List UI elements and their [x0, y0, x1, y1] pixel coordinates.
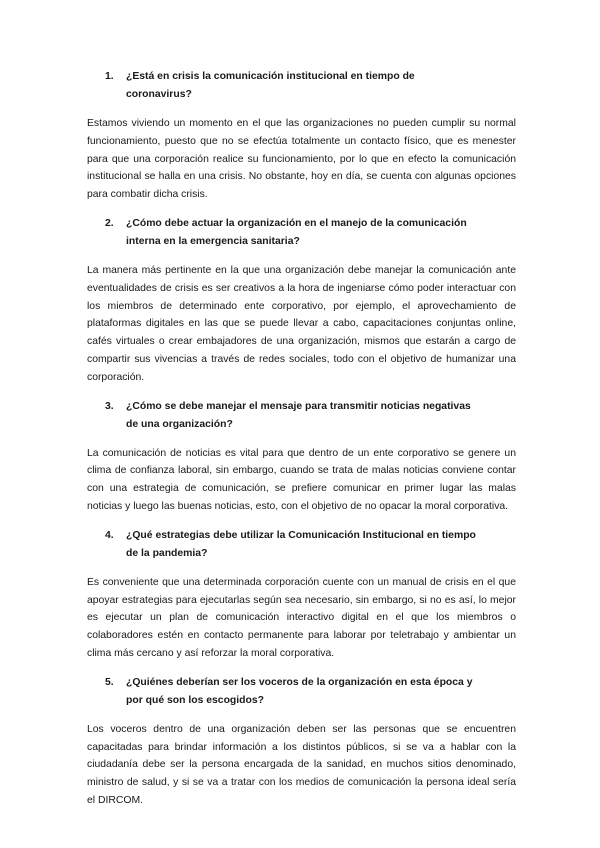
answer-paragraph: Los voceros dentro de una organización deben ser las personas que se encuentren capacitadas para brindar información a los distintos públicos, si se va a hablar con la ciudadanía debe ser la persona encargada de la sanidad, en muchos sitios denominado, ministro de salud, y si se va a tratar con los medios de comunicación la persona ideal sería el DIRCOM.: [87, 723, 516, 806]
answer-paragraph: La manera más pertinente en la que una organización debe manejar la comunicación ante eventualidades de crisis es ser creativos a la hora de ingeniarse cómo poder interactuar con los miembros de determinado ente corporativo, por ejemplo, el aprovechamiento de plataformas digitales en las que se puede llevar a cabo, capacitaciones conjuntas online, cafés virtuales o crear embajadores de una organización, mismos que estarán a cargo de compartir sus vivencias a través de redes sociales, todo con el objetivo de humanizar una corporación.: [87, 264, 516, 383]
question-text: ¿Cómo debe actuar la organización en el manejo de la comunicación interna en la emergencia sanitaria?: [126, 217, 467, 247]
question-heading: [87, 398, 516, 434]
question-text: ¿Cómo se debe manejar el mensaje para transmitir noticias negativas de una organización?: [126, 400, 471, 430]
question-text: ¿Qué estrategias debe utilizar la Comunicación Institucional en tiempo de la pandemia?: [126, 529, 476, 559]
question-heading: [87, 68, 516, 104]
question-heading: [87, 527, 516, 563]
answer-paragraph: La comunicación de noticias es vital para que dentro de un ente corporativo se genere un clima de confianza laboral, sin embargo, cuando se trata de malas noticias conviene contar con una estrategia de comunicación, se prefiere comunicar en primer lugar las malas noticias y luego las buenas noticias, esto, con el objetivo de no opacar la moral corporativa.: [87, 447, 516, 512]
question-number: 2.: [105, 217, 114, 229]
question-text: ¿Quiénes deberían ser los voceros de la organización en esta época y por qué son los escogidos?: [126, 676, 473, 706]
question-number: 4.: [105, 529, 114, 541]
question-text: ¿Está en crisis la comunicación institucional en tiempo de coronavirus?: [126, 71, 415, 100]
question-heading: [87, 674, 516, 710]
question-number: 3.: [105, 400, 114, 412]
question-number: 5.: [105, 676, 114, 688]
answer-paragraph: Es conveniente que una determinada corporación cuente con un manual de crisis en el que apoyar estrategias para ejecutarlas según sea necesario, sin embargo, si no es así, lo mejor es ejecutar un plan de comunicación interactivo digital en el que los miembros o colaboradores estén en contacto permanente para laborar por teletrabajo y ambientar un clima más cercano y así reforzar la moral corporativa.: [87, 576, 516, 659]
question-number: 1.: [105, 71, 114, 82]
question-heading: [87, 215, 516, 251]
answer-paragraph: Estamos viviendo un momento en el que las organizaciones no pueden cumplir su normal funcionamiento, puesto que no se efectúa totalmente un contacto físico, que es menester para que una corporación realice su funcionamiento, por lo que en efecto la comunicación institucional se halla en una crisis. No obstante, hoy en día, se cuenta con algunas opciones para combatir dicha crisis.: [87, 118, 516, 201]
